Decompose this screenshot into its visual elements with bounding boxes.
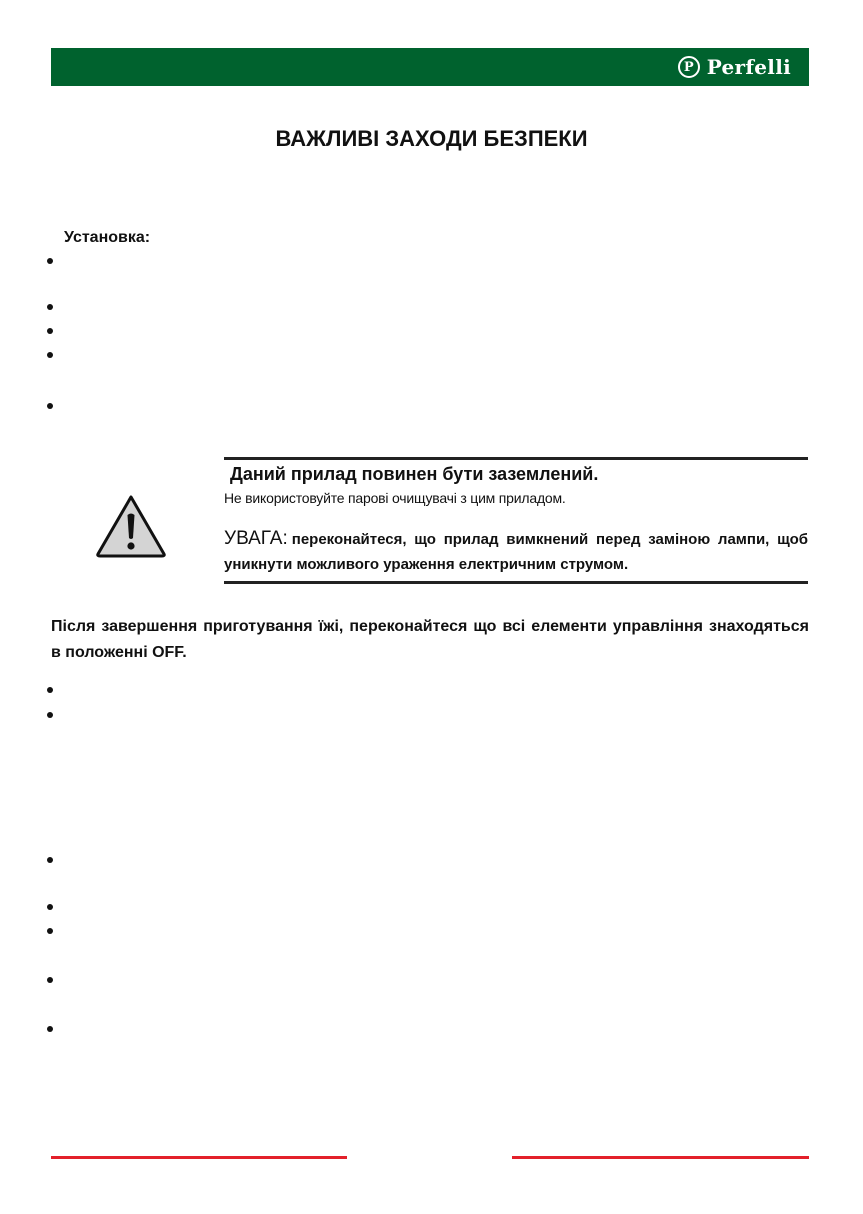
care-bullet-5 <box>47 1026 53 1032</box>
footer-line-left <box>51 1156 347 1159</box>
installation-heading: Установка: <box>64 229 151 246</box>
after-cooking-bullet-2 <box>47 712 53 718</box>
grounding-notice: Даний прилад повинен бути заземлений. <box>230 464 599 484</box>
installation-bullet-4 <box>47 352 53 358</box>
care-bullet-3 <box>47 928 53 934</box>
installation-bullet-3 <box>47 328 53 334</box>
care-bullet-4 <box>47 977 53 983</box>
after-cooking-notice: Після завершення приготування їжі, переконайтеся що всі елементи управління знаходяться в положенні OFF. <box>51 618 809 661</box>
brand-logo <box>678 53 791 81</box>
care-bullet-1 <box>47 857 53 863</box>
installation-bullet-2 <box>47 304 53 310</box>
attention-label: УВАГА: <box>224 528 288 549</box>
footer-line-right <box>512 1156 809 1159</box>
steam-cleaner-note: Не використовуйте парові очищувачі з цим приладом. <box>224 490 566 506</box>
brand-name: Perfelli <box>706 55 791 79</box>
page-title: ВАЖЛИВІ ЗАХОДИ БЕЗПЕКИ <box>275 126 588 151</box>
warning-box-top-rule <box>224 457 808 460</box>
installation-bullet-5 <box>47 403 53 409</box>
header-bar <box>51 48 809 86</box>
perfelli-logo-icon: P <box>678 56 700 78</box>
care-bullet-2 <box>47 904 53 910</box>
attention-text: переконайтеся, що прилад вимкнений перед заміною лампи, щоб уникнути можливого ураження електричним струмом. <box>224 531 808 573</box>
attention-notice <box>224 526 808 577</box>
installation-bullet-1 <box>47 258 53 264</box>
warning-box-bottom-rule <box>224 581 808 584</box>
warning-triangle-icon <box>95 493 167 559</box>
after-cooking-bullet-1 <box>47 687 53 693</box>
